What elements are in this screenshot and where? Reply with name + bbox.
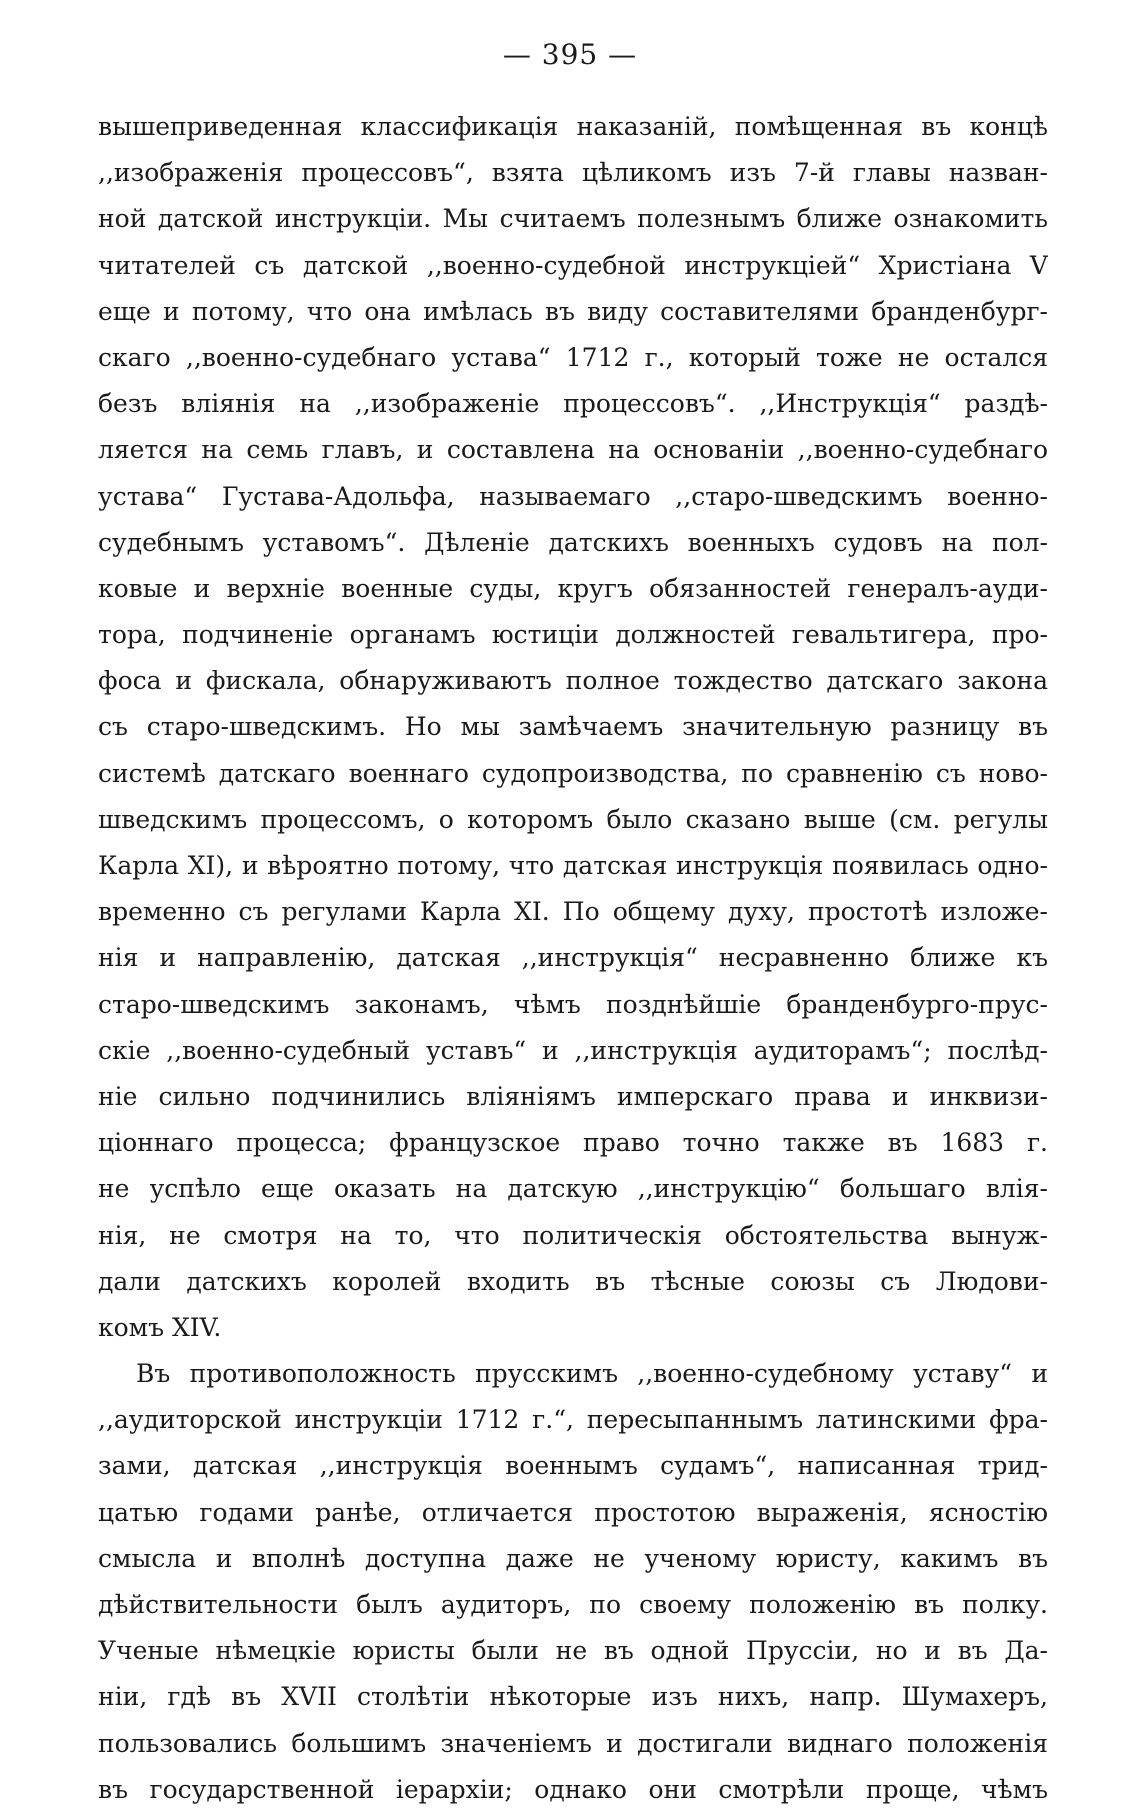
text-line: читателей съ датской ,,военно-судебной инструкціей“ Христіана V bbox=[98, 250, 1048, 280]
text-line: ніи, гдѣ въ XVII столѣтіи нѣкоторые изъ нихъ, напр. Шумахеръ, bbox=[98, 1682, 1048, 1712]
text-line: системѣ датскаго военнаго судопроизводства, по сравненію съ ново- bbox=[98, 758, 1048, 788]
text-line: Ученые нѣмецкіе юристы были не въ одной Пруссіи, но и въ Да- bbox=[98, 1636, 1048, 1666]
text-line: судебнымъ уставомъ“. Дѣленіе датскихъ военныхъ судовъ на пол- bbox=[98, 527, 1048, 557]
text-line: не успѣло еще оказать на датскую ,,инструкцію“ большаго влія- bbox=[98, 1174, 1048, 1204]
text-line: ной датской инструкціи. Мы считаемъ полезнымъ ближе ознакомить bbox=[98, 204, 1048, 234]
text-line: нія, не смотря на то, что политическія обстоятельства вынуж- bbox=[98, 1220, 1048, 1250]
text-line: ,,аудиторской инструкціи 1712 г.“, пересыпаннымъ латинскими фра- bbox=[98, 1405, 1048, 1435]
text-line: ляется на семь главъ, и составлена на основаніи ,,военно-судебнаго bbox=[98, 435, 1048, 465]
text-line: временно съ регулами Карла XI. По общему духу, простотѣ изложе- bbox=[98, 897, 1048, 927]
text-line: зами, датская ,,инструкція военнымъ судамъ“, написанная трид- bbox=[98, 1451, 1048, 1481]
text-line: безъ вліянія на ,,изображеніе процессовъ“. ,,Инструкція“ раздѣ- bbox=[98, 389, 1048, 419]
text-line: фоса и фискала, обнаруживаютъ полное тождество датскаго закона bbox=[98, 666, 1048, 696]
text-line: шведскимъ процессомъ, о которомъ было сказано выше (см. регулы bbox=[98, 804, 1048, 834]
page-number: — 395 — bbox=[502, 38, 638, 71]
text-line: старо-шведскимъ законамъ, чѣмъ позднѣйшіе бранденбурго-прус- bbox=[98, 989, 1048, 1019]
text-line: ,,изображенія процессовъ“, взята цѣликомъ изъ 7-й главы назван- bbox=[98, 158, 1048, 188]
text-line: скаго ,,военно-судебнаго устава“ 1712 г., который тоже не остался bbox=[98, 342, 1048, 372]
text-line: дали датскихъ королей входить въ тѣсные союзы съ Людови- bbox=[98, 1266, 1048, 1296]
text-line: пользовались большимъ значеніемъ и достигали виднаго положенія bbox=[98, 1728, 1048, 1758]
text-line: тора, подчиненіе органамъ юстиціи должностей гевальтигера, про- bbox=[98, 620, 1048, 650]
text-line: вышеприведенная классификація наказаній, помѣщенная въ концѣ bbox=[98, 112, 1048, 141]
text-line: ніе сильно подчинились вліяніямъ имперскаго права и инквизи- bbox=[98, 1081, 1048, 1111]
text-line: Карла XI), и вѣроятно потому, что датская инструкція появилась одно- bbox=[98, 851, 1048, 880]
text-line: съ старо-шведскимъ. Но мы замѣчаемъ значительную разницу въ bbox=[98, 712, 1048, 742]
body-text bbox=[98, 104, 1048, 1813]
text-line: скіе ,,военно-судебный уставъ“ и ,,инструкція аудиторамъ“; послѣд- bbox=[98, 1035, 1048, 1065]
text-line: ціоннаго процесса; французское право точно также въ 1683 г. bbox=[98, 1128, 1048, 1158]
text-line: комъ XIV. bbox=[98, 1312, 222, 1342]
text-line: ковые и верхніе военные суды, кругъ обязанностей генералъ-ауди- bbox=[98, 573, 1048, 603]
text-line: еще и потому, что она имѣлась въ виду составителями бранденбург- bbox=[98, 296, 1048, 326]
text-line: цатью годами ранѣе, отличается простотою выраженія, ясностію bbox=[98, 1497, 1048, 1527]
text-line: смысла и вполнѣ доступна даже не ученому юристу, какимъ въ bbox=[98, 1543, 1048, 1573]
text-line: устава“ Густава-Адольфа, называемаго ,,старо-шведскимъ военно- bbox=[98, 481, 1048, 511]
text-line: нія и направленію, датская ,,инструкція“ несравненно ближе къ bbox=[98, 943, 1048, 973]
text-line: Въ противоположность прусскимъ ,,военно-судебному уставу“ и bbox=[136, 1359, 1048, 1389]
text-line: дѣйствительности былъ аудиторъ, по своему положенію въ полку. bbox=[98, 1590, 1048, 1619]
text-line: въ государственной іерархіи; однако они смотрѣли проще, чѣмъ bbox=[98, 1774, 1048, 1804]
